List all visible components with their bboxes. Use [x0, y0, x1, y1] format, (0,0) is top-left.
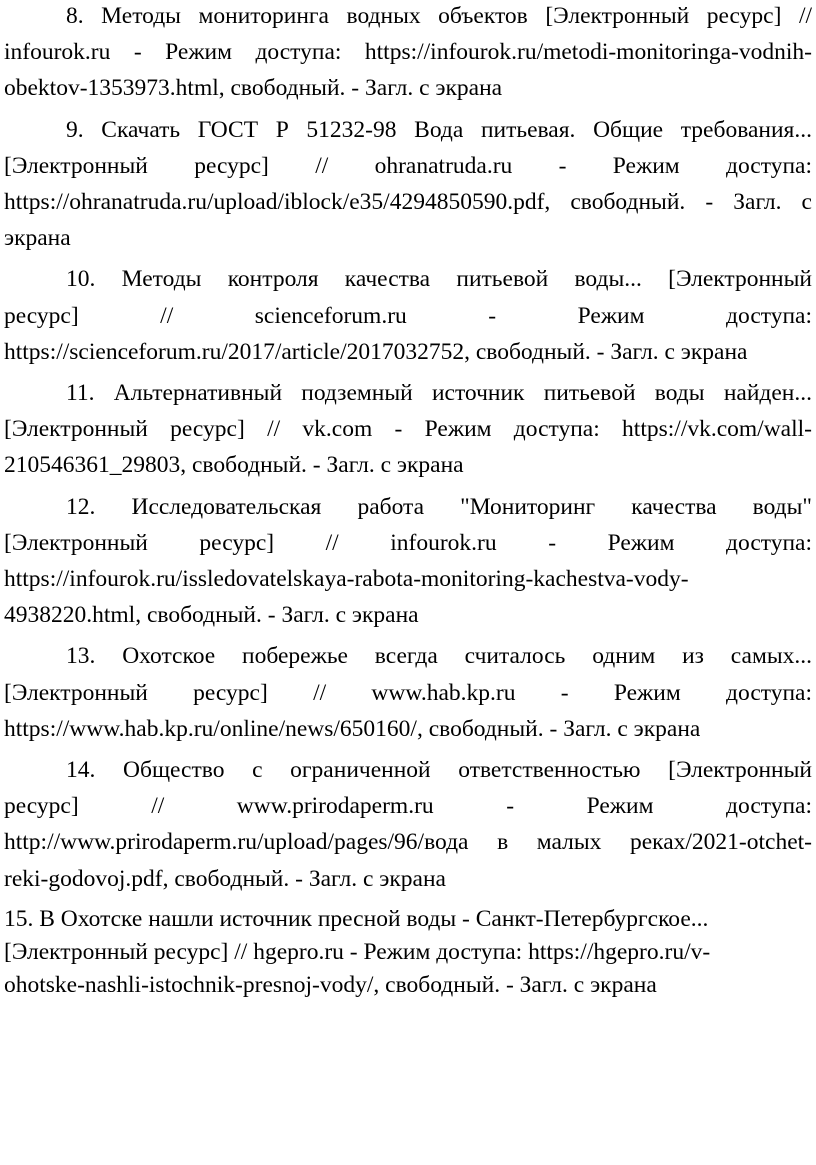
reference-line: 8. Методы мониторинга водных объектов [Электронный ресурс] //: [66, 3, 812, 29]
reference-line: http://www.prirodaperm.ru/upload/pages/96/вода в малых реках/2021-otchet-: [4, 829, 812, 856]
reference-entry-11: [4, 375, 812, 484]
reference-line: [Электронный ресурс] // hgepro.ru - Режим доступа: https://hgepro.ru/v-: [4, 938, 711, 965]
reference-entry-10: [4, 261, 812, 370]
reference-line: [Электронный ресурс] // ohranatruda.ru - Режим доступа:: [4, 152, 812, 179]
reference-line: 4938220.html, свободный. - Загл. с экрана: [4, 602, 419, 629]
reference-line: 11. Альтернативный подземный источник питьевой воды найден...: [66, 380, 812, 407]
reference-line: ohotske-nashli-istochnik-presnoj-vody/, свободный. - Загл. с экрана: [4, 971, 657, 998]
reference-line: [Электронный ресурс] // vk.com - Режим доступа: https://vk.com/wall-: [4, 416, 812, 443]
reference-entry-8: [4, 0, 812, 107]
reference-line: infourok.ru - Режим доступа: https://infourok.ru/metodi-monitoringa-vodnih-: [4, 39, 812, 66]
reference-line: 10. Методы контроля качества питьевой воды... [Электронный: [66, 266, 812, 293]
reference-line: 210546361_29803, свободный. - Загл. с экрана: [4, 452, 464, 479]
reference-entry-9: [4, 112, 812, 257]
reference-line: 12. Исследовательская работа "Мониторинг качества воды": [66, 493, 812, 520]
reference-line: экрана: [4, 225, 71, 252]
reference-line: reki-godovoj.pdf, свободный. - Загл. с экрана: [4, 865, 446, 892]
reference-line: ресурс] // scienceforum.ru - Режим доступа:: [4, 302, 812, 329]
reference-line: https://infourok.ru/issledovatelskaya-rabota-monitoring-kachestva-vody-: [4, 566, 689, 593]
reference-line: https://ohranatruda.ru/upload/iblock/e35/4294850590.pdf, свободный. - Загл. с: [4, 189, 812, 216]
reference-line: 14. Общество с ограниченной ответственностью [Электронный: [66, 757, 812, 784]
reference-line: [Электронный ресурс] // infourok.ru - Режим доступа:: [4, 529, 812, 556]
reference-line: https://www.hab.kp.ru/online/news/650160/, свободный. - Загл. с экрана: [4, 715, 701, 742]
reference-line: obektov-1353973.html, свободный. - Загл. с экрана: [4, 75, 503, 102]
reference-entry-12: [4, 489, 812, 634]
reference-line: 9. Скачать ГОСТ Р 51232-98 Вода питьевая. Общие требования...: [66, 116, 812, 143]
reference-entry-15: [4, 903, 812, 1002]
reference-list: [4, 0, 812, 1007]
reference-line: [Электронный ресурс] // www.hab.kp.ru - Режим доступа:: [4, 679, 812, 706]
reference-line: ресурс] // www.prirodaperm.ru - Режим доступа:: [4, 793, 812, 820]
reference-entry-13: [4, 638, 812, 747]
reference-entry-14: [4, 752, 812, 897]
reference-line: 13. Охотское побережье всегда считалось одним из самых...: [66, 643, 812, 670]
reference-line: 15. В Охотске нашли источник пресной воды - Санкт-Петербургское...: [4, 905, 709, 932]
reference-line: https://scienceforum.ru/2017/article/2017032752, свободный. - Загл. с экрана: [4, 338, 748, 365]
